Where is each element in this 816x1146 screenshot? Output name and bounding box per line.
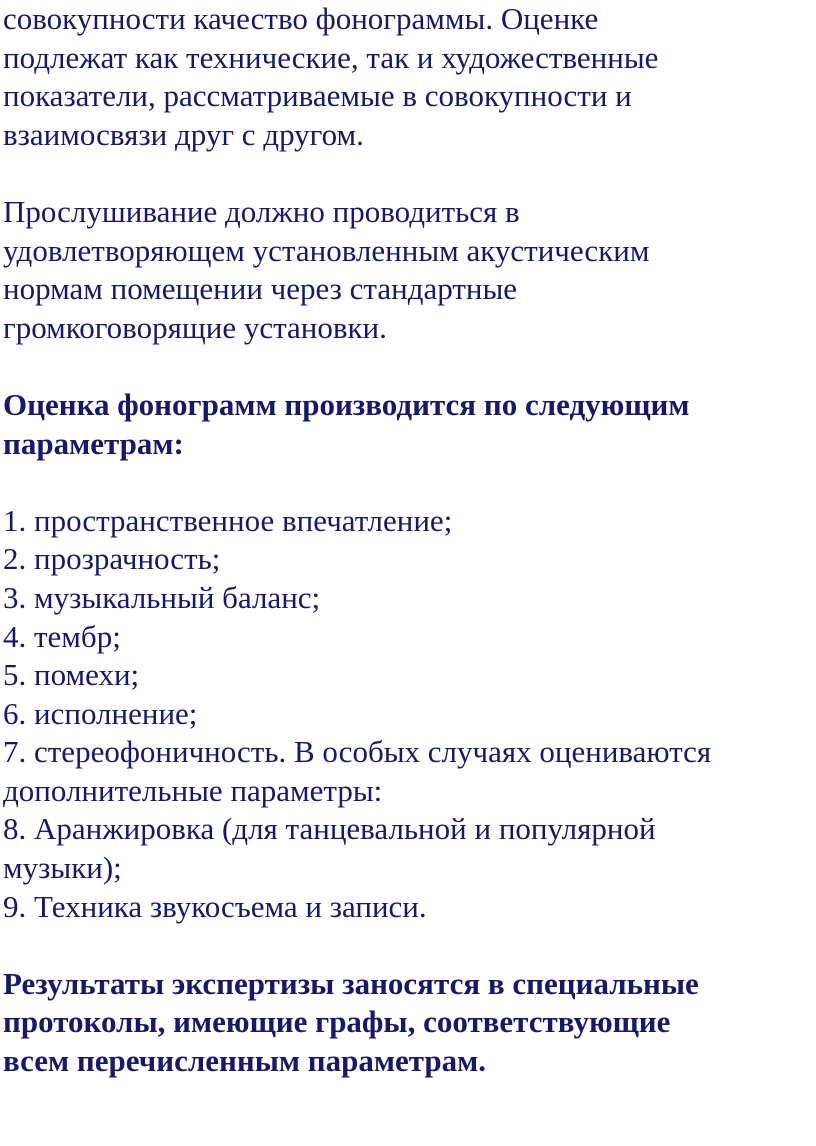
list-item: 2. прозрачность; — [3, 541, 221, 577]
text-line: показатели, рассматриваемые в совокупности и — [3, 78, 632, 114]
heading-line: Оценка фонограмм производится по следующим — [3, 386, 690, 422]
heading-line: параметрам: — [3, 425, 184, 461]
heading-expertise-results — [3, 965, 816, 1081]
list-item: 5. помехи; — [3, 657, 140, 693]
heading-evaluation-parameters — [3, 386, 816, 463]
parameters-list — [3, 502, 816, 927]
list-item: 4. тембр; — [3, 618, 121, 654]
list-item: 7. стереофоничность. В особых случаях оцениваются — [3, 734, 712, 770]
list-item: дополнительные параметры: — [3, 772, 383, 808]
paragraph-spacer — [3, 463, 816, 502]
paragraph-listening-conditions — [3, 193, 816, 347]
list-item: 3. музыкальный баланс; — [3, 579, 321, 615]
text-line: совокупности качество фонограммы. Оценке — [3, 1, 599, 36]
heading-line: всем перечисленным параметрам. — [3, 1043, 486, 1079]
text-line: Прослушивание должно проводиться в — [3, 193, 520, 229]
list-item: 8. Аранжировка (для танцевальной и популярной — [3, 811, 656, 847]
list-item: 6. исполнение; — [3, 695, 198, 731]
paragraph-spacer — [3, 926, 816, 965]
list-item: 1. пространственное впечатление; — [3, 502, 453, 538]
text-line: подлежат как технические, так и художественные — [3, 39, 659, 75]
text-line: взаимосвязи друг с другом. — [3, 116, 364, 152]
heading-line: протоколы, имеющие графы, соответствующие — [3, 1004, 671, 1040]
paragraph-spacer — [3, 347, 816, 386]
heading-line: Результаты экспертизы заносятся в специальные — [3, 965, 699, 1001]
text-line: удовлетворяющем установленным акустическим — [3, 232, 650, 268]
text-line: громкоговорящие установки. — [3, 309, 387, 345]
list-item: 9. Техника звукосъема и записи. — [3, 888, 427, 924]
list-item: музыки); — [3, 850, 122, 886]
paragraph-evaluation-intro — [3, 0, 816, 154]
text-line: нормам помещении через стандартные — [3, 271, 518, 307]
paragraph-spacer — [3, 154, 816, 193]
